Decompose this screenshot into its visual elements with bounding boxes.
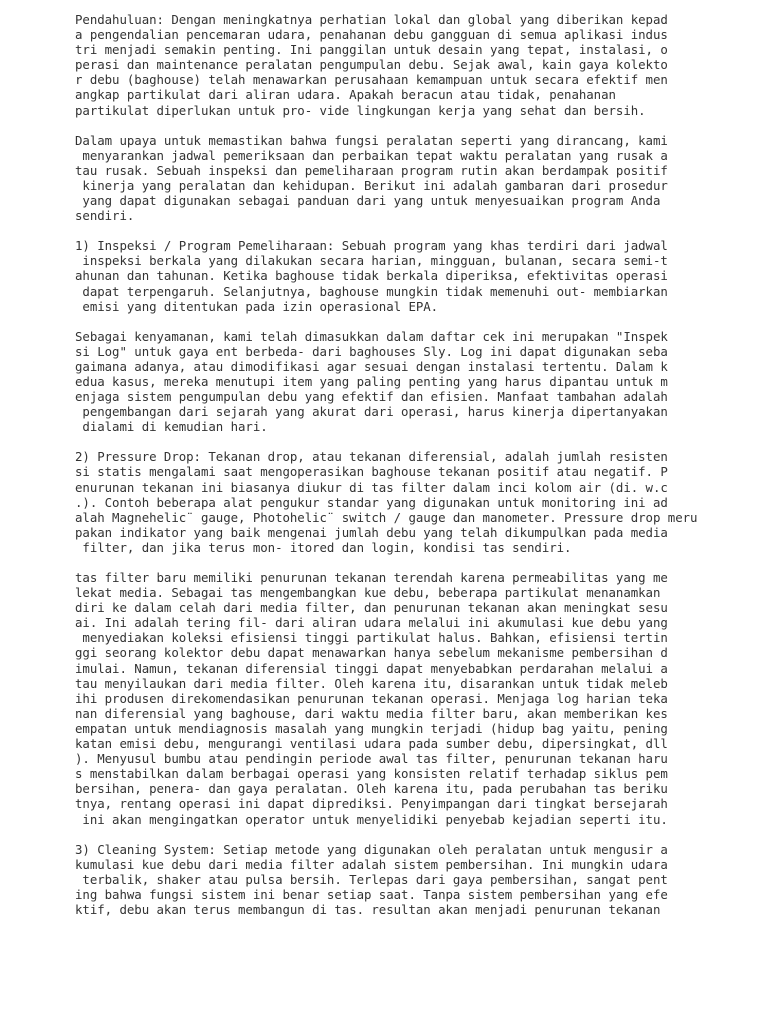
text-line: si Log" untuk gaya ent berbeda- dari baghouses Sly. Log ini dapat digunakan seba (75, 343, 668, 359)
text-line: kinerja yang peralatan dan kehidupan. Berikut ini adalah gambaran dari prosedur (75, 177, 668, 193)
text-line: tau rusak. Sebuah inspeksi dan pemeliharaan program rutin akan berdampak positif (75, 162, 668, 178)
text-line: nan diferensial yang baghouse, dari waktu media filter baru, akan memberikan kes (75, 705, 668, 721)
text-line: ). Menyusul bumbu atau pendingin periode awal tas filter, penurunan tekanan haru (75, 751, 668, 767)
text-line: s menstabilkan dalam berbagai operasi yang konsisten relatif terhadap siklus pem (75, 766, 668, 782)
text-line: angkap partikulat dari aliran udara. Apakah beracun atau tidak, penahanan (75, 87, 616, 103)
paragraph-maintenance-overview (75, 133, 755, 224)
text-line: emisi yang ditentukan pada izin operasional EPA. (75, 298, 439, 314)
text-line: yang dapat digunakan sebagai panduan dari yang untuk menyesuaikan program Anda (75, 193, 661, 209)
text-line: tau menyilaukan dari media filter. Oleh karena itu, disarankan untuk tidak meleb (75, 675, 668, 691)
text-line: Dalam upaya untuk memastikan bahwa fungsi peralatan seperti yang dirancang, kami (75, 132, 668, 148)
text-line: .). Contoh beberapa alat pengukur standar yang digunakan untuk monitoring ini ad (75, 494, 668, 510)
text-line: ahunan dan tahunan. Ketika baghouse tidak berkala diperiksa, efektivitas operasi (75, 268, 668, 284)
paragraph-introduction (75, 12, 755, 118)
paragraph-cleaning-system (75, 842, 755, 917)
paragraph-inspection-program (75, 238, 755, 313)
text-line: perasi dan maintenance peralatan pengumpulan debu. Sejak awal, kain gaya kolekto (75, 57, 668, 73)
text-line: imulai. Namun, tekanan diferensial tinggi dapat menyebabkan perdarahan melalui a (75, 660, 668, 676)
text-line: ai. Ini adalah tering fil- dari aliran udara melalui ini akumulasi kue debu yang (75, 615, 668, 631)
text-line: edua kasus, mereka menutupi item yang paling penting yang harus dipantau untuk m (75, 373, 668, 389)
text-line: terbalik, shaker atau pulsa bersih. Terlepas dari gaya pembersihan, sangat pent (75, 871, 668, 887)
text-line: diri ke dalam celah dari media filter, dan penurunan tekanan akan meningkat sesu (75, 600, 668, 616)
text-line: menyediakan koleksi efisiensi tinggi partikulat halus. Bahkan, efisiensi tertin (75, 630, 668, 646)
text-line: ihi produsen direkomendasikan penurunan tekanan operasi. Menjaga log harian teka (75, 690, 668, 706)
text-line: filter, dan jika terus mon- itored dan login, kondisi tas sendiri. (75, 539, 572, 555)
text-line: tnya, rentang operasi ini dapat diprediksi. Penyimpangan dari tingkat bersejarah (75, 796, 668, 812)
text-line: ing bahwa fungsi sistem ini benar setiap saat. Tanpa sistem pembersihan yang efe (75, 886, 668, 902)
text-line: gaimana adanya, atau dimodifikasi agar sesuai dengan instalasi tertentu. Dalam k (75, 358, 668, 374)
text-line: partikulat diperlukan untuk pro- vide lingkungan kerja yang sehat dan bersih. (75, 102, 646, 118)
text-line: ktif, debu akan terus membangun di tas. resultan akan menjadi penurunan tekanan (75, 901, 661, 917)
text-line: enjaga sistem pengumpulan debu yang efektif dan efisien. Manfaat tambahan adalah (75, 389, 668, 405)
text-line: a pengendalian pencemaran udara, penahanan debu gangguan di semua aplikasi indus (75, 27, 668, 43)
text-line: sendiri. (75, 208, 135, 224)
text-line: menyarankan jadwal pemeriksaan dan perbaikan tepat waktu peralatan yang rusak a (75, 147, 668, 163)
text-line: pakan indikator yang baik mengenai jumlah debu yang telah dikumpulkan pada media (75, 524, 668, 540)
text-line: dialami di kemudian hari. (75, 419, 268, 435)
paragraph-pressure-drop (75, 449, 755, 555)
text-line: 3) Cleaning System: Setiap metode yang digunakan oleh peralatan untuk mengusir a (75, 841, 668, 857)
text-line: 1) Inspeksi / Program Pemeliharaan: Sebuah program yang khas terdiri dari jadwal (75, 238, 668, 254)
text-line: lekat media. Sebagai tas mengembangkan kue debu, beberapa partikulat menanamkan (75, 585, 661, 601)
text-line: tri menjadi semakin penting. Ini panggilan untuk desain yang tepat, instalasi, o (75, 42, 668, 58)
text-line: ini akan mengingatkan operator untuk menyelidiki penyebab kejadian seperti itu. (75, 811, 668, 827)
text-line: empatan untuk mendiagnosis masalah yang mungkin terjadi (hidup bag yaitu, pening (75, 720, 668, 736)
text-line: dapat terpengaruh. Selanjutnya, baghouse mungkin tidak memenuhi out- membiarkan (75, 283, 668, 299)
text-line: tas filter baru memiliki penurunan tekanan terendah karena permeabilitas yang me (75, 570, 668, 585)
text-line: ggi seorang kolektor debu dapat menawarkan hanya sebelum mekanisme pembersihan d (75, 645, 668, 661)
text-line: Sebagai kenyamanan, kami telah dimasukkan dalam daftar cek ini merupakan "Inspek (75, 328, 668, 344)
text-line: kumulasi kue debu dari media filter adalah sistem pembersihan. Ini mungkin udara (75, 856, 668, 872)
text-line: bersihan, penera- dan gaya peralatan. Oleh karena itu, pada perubahan tas beriku (75, 781, 668, 797)
text-line: katan emisi debu, mengurangi ventilasi udara pada sumber debu, dipersingkat, dll (75, 736, 668, 752)
text-line: alah Magnehelic¨ gauge, Photohelic¨ switch / gauge dan manometer. Pressure drop meru (75, 509, 698, 525)
text-line: enurunan tekanan ini biasanya diukur di tas filter dalam inci kolom air (di. w.c (75, 479, 668, 495)
text-line: si statis mengalami saat mengoperasikan baghouse tekanan positif atau negatif. P (75, 464, 668, 480)
text-line: 2) Pressure Drop: Tekanan drop, atau tekanan diferensial, adalah jumlah resisten (75, 449, 668, 465)
text-line: inspeksi berkala yang dilakukan secara harian, mingguan, bulanan, secara semi-t (75, 253, 668, 269)
paragraph-filter-bags (75, 570, 755, 827)
text-line: pengembangan dari sejarah yang akurat dari operasi, harus kinerja dipertanyakan (75, 404, 668, 420)
paragraph-inspection-log (75, 329, 755, 435)
text-line: Pendahuluan: Dengan meningkatnya perhatian lokal dan global yang diberikan kepad (75, 12, 668, 27)
text-line: r debu (baghouse) telah menawarkan perusahaan kemampuan untuk secara efektif men (75, 72, 668, 88)
document-body (75, 12, 755, 932)
